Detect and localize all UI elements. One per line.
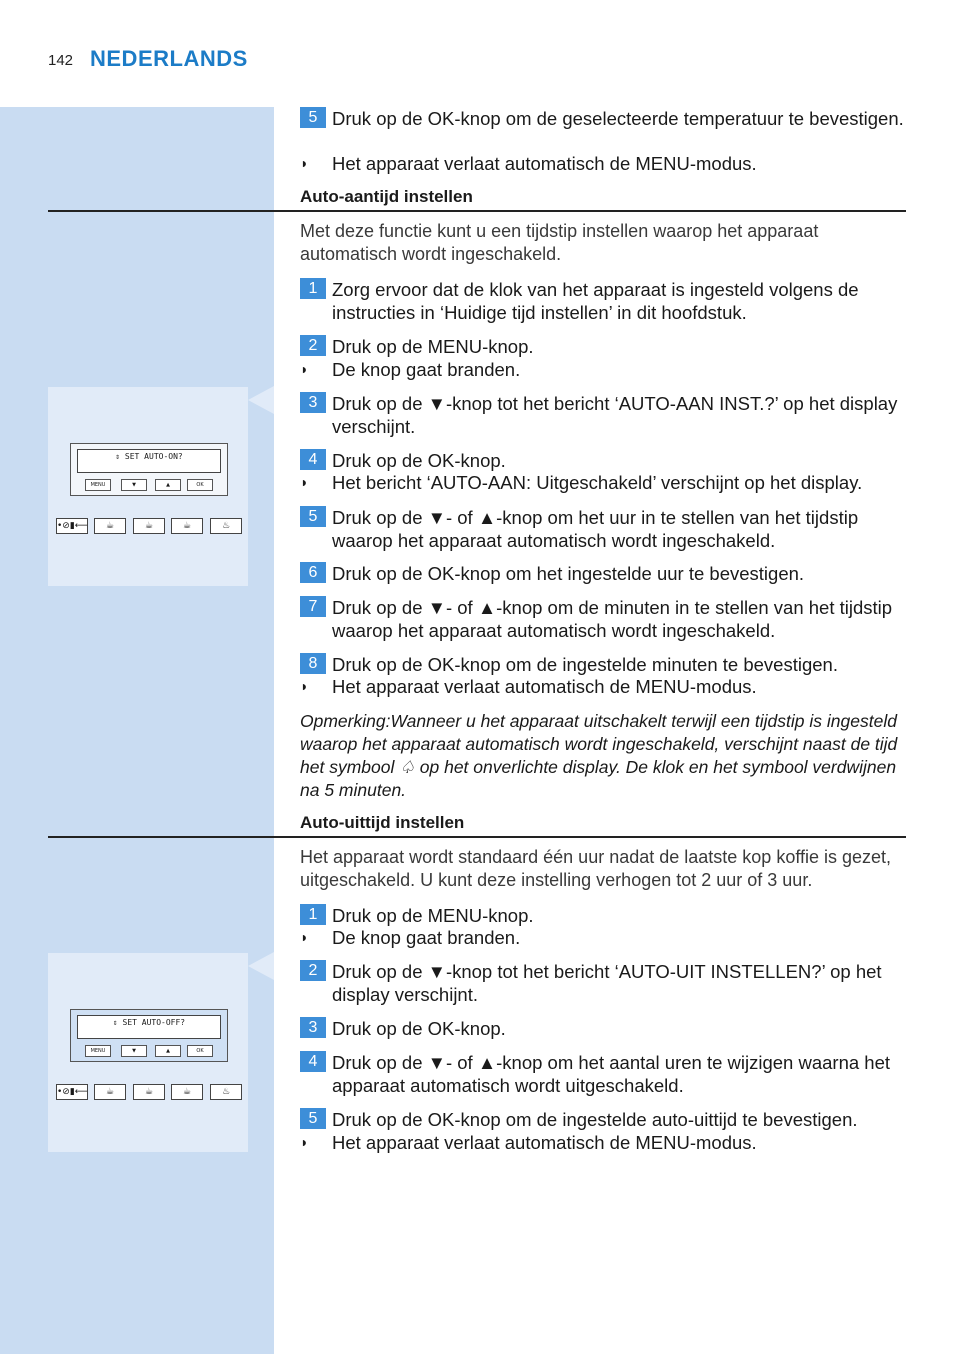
step-number: 7 [300,596,326,617]
step-off-4 [300,1051,910,1097]
page-number: 142 [48,52,74,69]
up-button: ▲ [155,479,181,491]
bullet-icon: ◗ [300,361,309,377]
display-text: ⇕ SET AUTO-ON? [115,452,183,461]
step-number: 6 [300,562,326,583]
bullet-icon: ◗ [300,155,309,171]
bullet-icon: ◗ [300,929,309,945]
step-off-2 [300,960,910,1006]
bullet-text: Het apparaat verlaat automatisch de MENU-modus. [332,676,757,697]
clean-icon: •⊘▮⟵ [56,518,88,534]
down-button: ▼ [121,479,147,491]
callout-pointer [248,952,274,980]
section-heading-auto-off: Auto-uittijd instellen [300,813,465,832]
coffee-cup-icon: ☕ [133,518,165,534]
machine-control-panel [70,1009,228,1062]
step-number: 4 [300,449,326,470]
sidebar-band [0,107,274,1354]
step-text: Druk op de MENU-knop. [332,905,534,926]
step-number: 8 [300,653,326,674]
step-on-6 [300,562,910,585]
machine-button-bar [56,518,242,536]
menu-button: MENU [85,1045,111,1057]
display-screen [77,449,221,473]
clean-icon: •⊘▮⟵ [56,1084,88,1100]
bullet-off-2 [300,1131,910,1154]
step-on-7 [300,596,910,642]
step-text: Druk op de MENU-knop. [332,336,534,357]
step-text: Zorg ervoor dat de klok van het apparaat is ingesteld volgens de instructies in ‘Huidige tijd instellen’ in dit hoofdstuk. [332,279,859,323]
menu-button: MENU [85,479,111,491]
illustration-panel-auto-off [48,953,248,1152]
step-on-2 [300,335,910,358]
steam-icon: ♨ [210,518,242,534]
step-number: 2 [300,960,326,981]
step-number: 5 [300,107,326,128]
page-header [0,0,954,107]
bullet-off-1 [300,926,910,949]
section-rule [48,210,906,212]
coffee-cup-icon: ☕ [171,1084,203,1100]
step-on-8 [300,653,910,676]
coffee-cup-icon: ☕ [94,518,126,534]
coffee-cup-icon: ☕ [171,518,203,534]
step-number: 3 [300,392,326,413]
step-text: Druk op de ▼- of ▲-knop om het uur in te stellen van het tijdstip waarop het apparaat automatisch wordt ingeschakeld. [332,507,859,551]
down-button: ▼ [121,1045,147,1057]
step-top-5 [300,107,910,130]
ok-button: OK [187,479,213,491]
section-heading-auto-on: Auto-aantijd instellen [300,187,473,206]
steam-icon: ♨ [210,1084,242,1100]
bullet-text: Het apparaat verlaat automatisch de MENU-modus. [332,1132,757,1153]
step-on-1 [300,278,910,324]
ok-button: OK [187,1045,213,1057]
step-number: 5 [300,1108,326,1129]
step-number: 3 [300,1017,326,1038]
step-off-3 [300,1017,910,1040]
machine-control-panel [70,443,228,496]
step-text: Druk op de ▼- of ▲-knop om het aantal uren te wijzigen waarna het apparaat automatisch wordt uitgeschakeld. [332,1052,890,1096]
machine-button-bar [56,1084,242,1102]
section-intro: Het apparaat wordt standaard één uur nadat de laatste kop koffie is gezet, uitgeschakeld. U kunt deze instelling verhogen tot 2 uur of 3 uur. [300,847,892,890]
step-text: Druk op de ▼- of ▲-knop om de minuten in te stellen van het tijdstip waarop het apparaat automatisch wordt ingeschakeld. [332,597,893,641]
step-off-1 [300,904,910,927]
step-text: Druk op de ▼-knop tot het bericht ‘AUTO-UIT INSTELLEN?’ op het display verschijnt. [332,961,882,1005]
bullet-text: Het bericht ‘AUTO-AAN: Uitgeschakeld’ verschijnt op het display. [332,472,863,493]
coffee-cup-icon: ☕ [94,1084,126,1100]
step-number: 5 [300,506,326,527]
step-text: Druk op de OK-knop. [332,450,506,471]
bullet-icon: ◗ [300,1134,309,1150]
up-button: ▲ [155,1045,181,1057]
coffee-cup-icon: ☕ [133,1084,165,1100]
bullet-on-3 [300,675,910,698]
display-screen [77,1015,221,1039]
section-language-title: NEDERLANDS [90,46,248,71]
step-number: 1 [300,278,326,299]
step-on-4 [300,449,910,472]
bullet-icon: ◗ [300,474,309,490]
section-rule [48,836,906,838]
step-number: 4 [300,1051,326,1072]
section-intro: Met deze functie kunt u een tijdstip instellen waarop het apparaat automatisch wordt ingeschakeld. [300,221,819,264]
illustration-panel-auto-on [48,387,248,586]
bullet-icon: ◗ [300,678,309,694]
step-text: Druk op de OK-knop om de ingestelde minuten te bevestigen. [332,654,838,675]
step-text: Druk op de OK-knop om de ingestelde auto-uittijd te bevestigen. [332,1109,858,1130]
step-text: Druk op de OK-knop om het ingestelde uur te bevestigen. [332,563,805,584]
callout-pointer [248,386,274,414]
step-on-3 [300,392,910,438]
step-number: 1 [300,904,326,925]
step-number: 2 [300,335,326,356]
step-text: Druk op de OK-knop. [332,1018,506,1039]
step-text: Druk op de OK-knop om de geselecteerde temperatuur te bevestigen. [332,108,904,129]
bullet-text: De knop gaat branden. [332,359,521,380]
step-text: Druk op de ▼-knop tot het bericht ‘AUTO-AAN INST.?’ op het display verschijnt. [332,393,898,437]
display-text: ⇕ SET AUTO-OFF? [112,1018,186,1027]
bullet-on-2 [300,471,910,494]
bullet-text: Het apparaat verlaat automatisch de MENU-modus. [332,153,757,174]
step-on-5 [300,506,910,552]
bullet-top [300,152,910,175]
bullet-text: De knop gaat branden. [332,927,521,948]
bullet-on-1 [300,358,910,381]
step-off-5 [300,1108,910,1131]
note-text: Opmerking:Wanneer u het apparaat uitschakelt terwijl een tijdstip is ingesteld waarop het apparaat automatisch wordt ingeschakeld, verschijnt naast de tijd het symbool ♤ op het onverlichte display. De klok en het symbool verdwijnen na 5 minuten. [300,711,898,800]
